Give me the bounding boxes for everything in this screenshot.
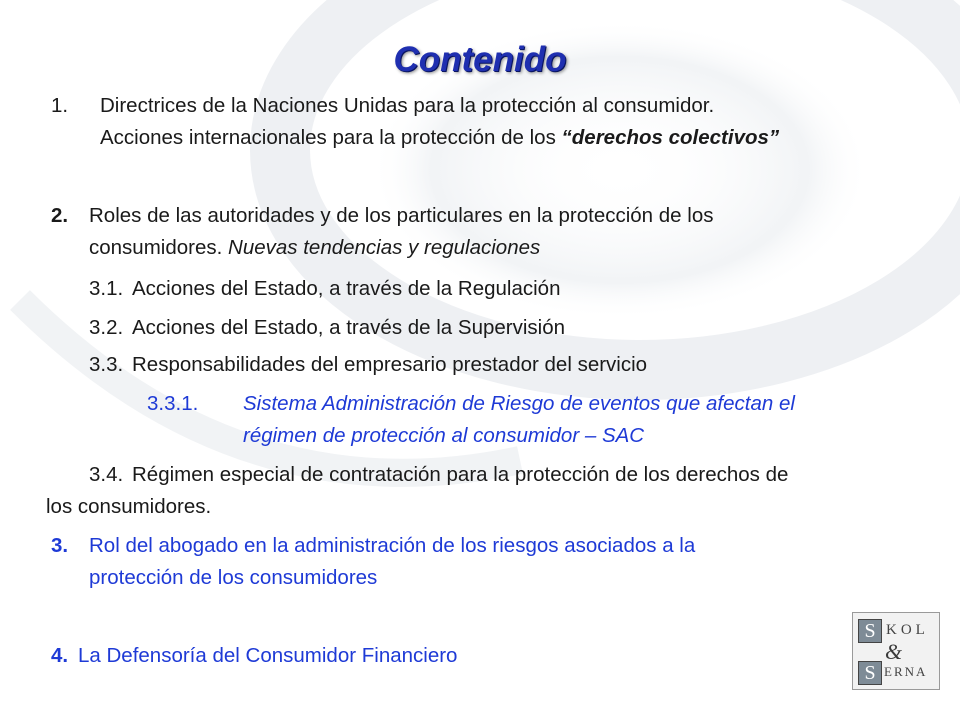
logo-word: KOL	[886, 622, 929, 638]
item-text-line: los consumidores.	[46, 495, 212, 518]
logo-word: ERNA	[884, 664, 928, 679]
item-text-line: Directrices de la Naciones Unidas para la protección al consumidor.	[100, 94, 715, 117]
item-text-line: Acciones internacionales para la protección de los	[100, 126, 562, 149]
item-text-line: protección de los consumidores	[89, 566, 378, 589]
item-text-line: Rol del abogado en la administración de los riesgos asociados a la	[89, 534, 696, 557]
item-number: 3.4.	[89, 463, 124, 486]
item-text-line: Régimen especial de contratación para la protección de los derechos de	[132, 463, 789, 486]
page-title: Contenido	[393, 40, 567, 79]
item-number: 4.	[51, 644, 69, 667]
skol-serna-logo	[852, 612, 940, 690]
item-text	[89, 200, 909, 264]
item-number: 2.	[51, 204, 69, 227]
item-text-line: régimen de protección al consumidor – SAC	[243, 424, 645, 447]
item-number: 3.2.	[89, 316, 124, 339]
logo-letter-s: S	[858, 661, 882, 685]
item-text: La Defensoría del Consumidor Financiero	[78, 644, 458, 667]
item-number: 3.3.1.	[147, 392, 199, 415]
logo-ampersand: &	[885, 639, 903, 664]
item-number: 3.	[51, 534, 69, 557]
item-text	[100, 90, 909, 154]
item-text	[89, 530, 909, 594]
item-number: 1.	[51, 94, 69, 117]
item-text	[243, 388, 909, 452]
item-text-line: consumidores.	[89, 236, 229, 259]
emphasis-text: Nuevas tendencias y regulaciones	[228, 236, 541, 259]
logo-letter-s: S	[858, 619, 882, 643]
item-text	[46, 459, 909, 523]
item-text: Responsabilidades del empresario prestador del servicio	[132, 353, 648, 376]
item-text: Acciones del Estado, a través de la Supervisión	[132, 316, 566, 339]
emphasis-text: “derechos colectivos”	[561, 126, 780, 149]
item-text-line: Sistema Administración de Riesgo de eventos que afectan el	[243, 392, 795, 415]
item-text: Acciones del Estado, a través de la Regulación	[132, 277, 561, 300]
item-number: 3.1.	[89, 277, 124, 300]
item-text-line: Roles de las autoridades y de los particulares en la protección de los	[89, 204, 714, 227]
item-number: 3.3.	[89, 353, 124, 376]
